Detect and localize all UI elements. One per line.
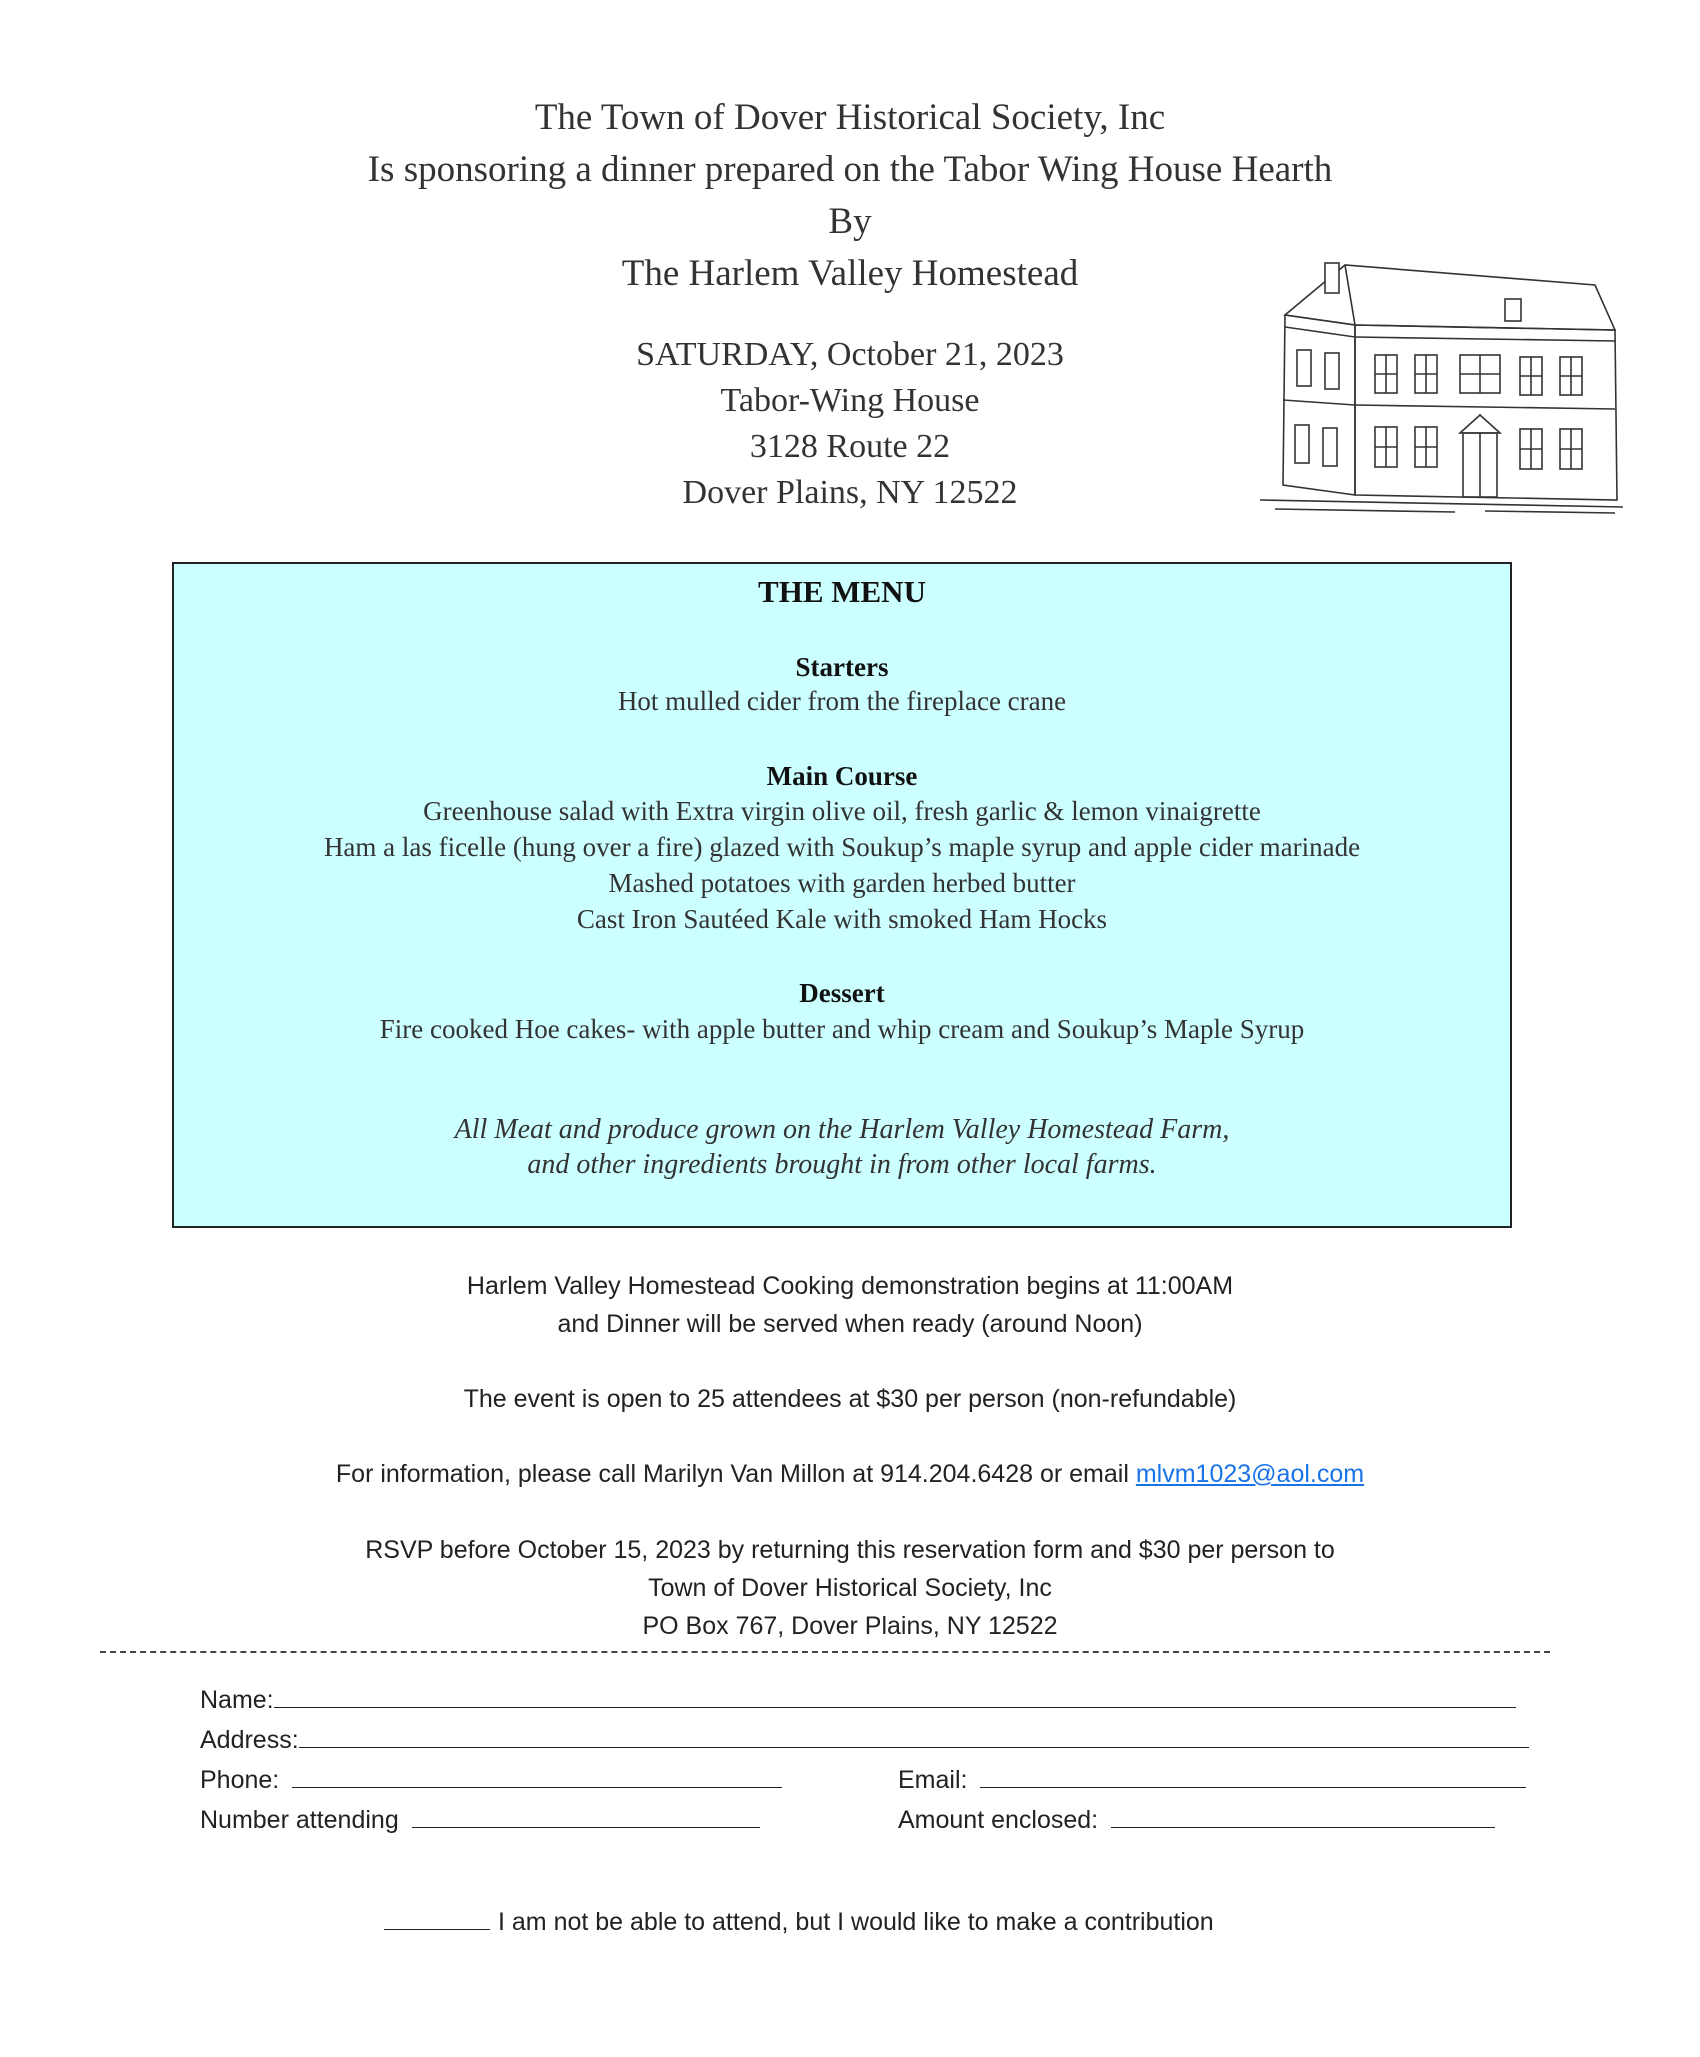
menu-note-line-2: and other ingredients brought in from other local farms.	[527, 1149, 1157, 1180]
menu-item: Fire cooked Hoe cakes- with apple butter and whip cream and Soukup’s Maple Syrup	[379, 1014, 1305, 1044]
contribution-text: I am not be able to attend, but I would like to make a contribution	[498, 1908, 1214, 1936]
capacity-text: The event is open to 25 attendees at $30 per person (non-refundable)	[463, 1385, 1237, 1413]
menu-item: Cast Iron Sautéed Kale with smoked Ham Hocks	[576, 904, 1108, 934]
name-field[interactable]	[274, 1687, 1516, 1708]
main-course-heading: Main Course	[766, 761, 918, 791]
attending-field[interactable]	[412, 1807, 760, 1828]
demo-line-2: and Dinner will be served when ready (around Noon)	[557, 1310, 1143, 1338]
menu-item: Greenhouse salad with Extra virgin olive oil, fresh garlic & lemon vinaigrette	[423, 796, 1261, 826]
attending-row	[200, 1806, 760, 1835]
phone-row	[200, 1766, 782, 1795]
menu-title: THE MENU	[758, 574, 926, 609]
name-row	[200, 1686, 1516, 1715]
address-label: Address:	[200, 1726, 299, 1754]
menu-item: Ham a las ficelle (hung over a fire) glazed with Soukup’s maple syrup and apple cider marinade	[323, 832, 1361, 862]
demo-line-1: Harlem Valley Homestead Cooking demonstration begins at 11:00AM	[466, 1272, 1234, 1300]
dessert-heading: Dessert	[799, 978, 885, 1008]
contribution-field[interactable]	[384, 1909, 490, 1930]
amount-label: Amount enclosed:	[898, 1806, 1099, 1834]
email-field[interactable]	[980, 1767, 1526, 1788]
rsvp-line-1: RSVP before October 15, 2023 by returning this reservation form and $30 per person to	[365, 1536, 1335, 1564]
header-line-2: Is sponsoring a dinner prepared on the Tabor Wing House Hearth	[367, 149, 1333, 190]
amount-row	[898, 1806, 1495, 1835]
header-line-3: By	[828, 201, 872, 242]
event-city: Dover Plains, NY 12522	[682, 474, 1018, 511]
email-link[interactable]: mlvm1023@aol.com	[1135, 1460, 1365, 1488]
rsvp-line-3: PO Box 767, Dover Plains, NY 12522	[642, 1612, 1058, 1640]
address-field[interactable]	[299, 1727, 1529, 1748]
menu-note-line-1: All Meat and produce grown on the Harlem Valley Homestead Farm,	[454, 1114, 1230, 1145]
phone-label: Phone:	[200, 1766, 280, 1794]
attending-label: Number attending	[200, 1806, 399, 1834]
event-date: SATURDAY, October 21, 2023	[636, 336, 1064, 373]
event-street: 3128 Route 22	[749, 428, 951, 465]
rsvp-line-2: Town of Dover Historical Society, Inc	[648, 1574, 1052, 1602]
email-label: Email:	[898, 1766, 968, 1794]
menu-item: Mashed potatoes with garden herbed butter	[608, 868, 1076, 898]
name-label: Name:	[200, 1686, 274, 1714]
menu-item: Hot mulled cider from the fireplace crane	[617, 686, 1067, 716]
contact-line	[0, 1460, 1700, 1489]
starters-heading: Starters	[795, 652, 889, 682]
contact-text: For information, please call Marilyn Van Millon at 914.204.6428 or email	[335, 1460, 1136, 1488]
address-row	[200, 1726, 1529, 1755]
phone-field[interactable]	[292, 1767, 782, 1788]
email-row	[898, 1766, 1526, 1795]
contribution-row	[384, 1908, 1214, 1937]
house-drawing-icon	[1255, 255, 1625, 515]
cut-line	[100, 1651, 1550, 1653]
header-line-4: The Harlem Valley Homestead	[621, 253, 1079, 294]
menu-box	[172, 562, 1512, 1228]
header-line-1: The Town of Dover Historical Society, Inc	[534, 97, 1166, 138]
amount-field[interactable]	[1111, 1807, 1495, 1828]
event-venue: Tabor-Wing House	[720, 382, 980, 419]
